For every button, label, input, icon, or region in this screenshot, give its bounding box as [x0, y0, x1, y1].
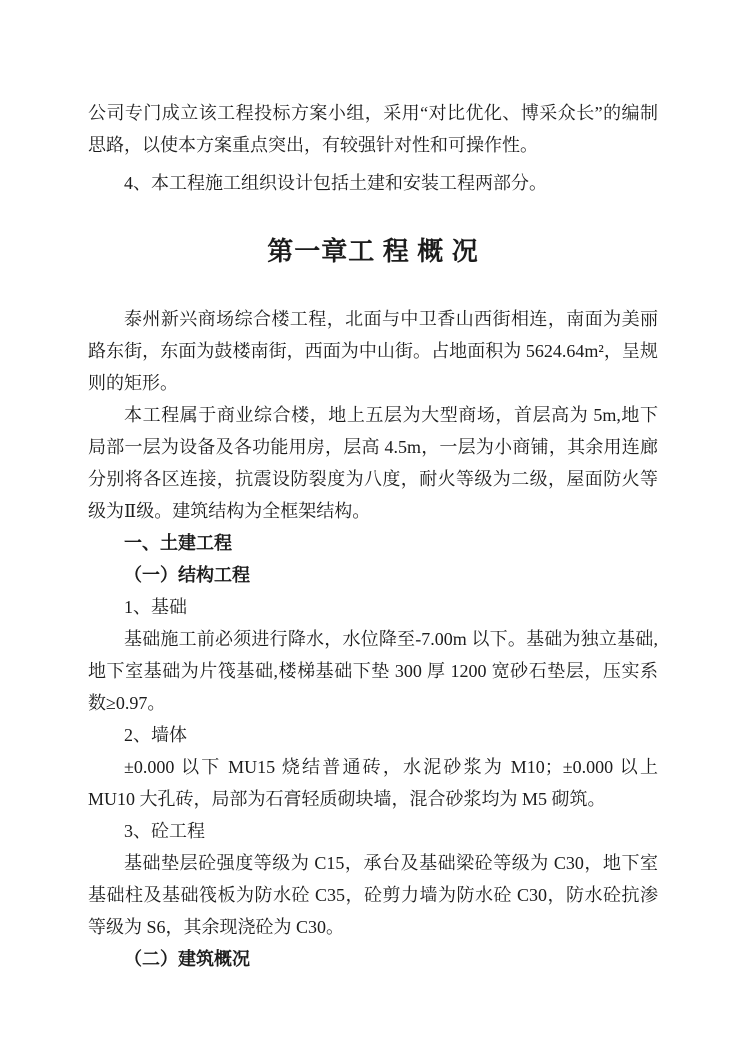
heading-civil-works: 一、土建工程: [124, 533, 232, 553]
heading-structural-works: （一）结构工程: [124, 565, 250, 585]
item-title-concrete: 3、砼工程: [124, 821, 205, 841]
item-title-wall: 2、墙体: [124, 725, 187, 745]
chapter-title: 第一章工 程 概 况: [267, 237, 479, 266]
paragraph-concrete-details: 基础垫层砼强度等级为 C15，承台及基础梁砼等级为 C30，地下室基础柱及基础筏板为防水砼 C35，砼剪力墙为防水砼 C30，防水砼抗渗等级为 S6，其余现浇砼为 C30。: [88, 853, 658, 937]
paragraph-wall-details: ±0.000 以下 MU15 烧结普通砖，水泥砂浆为 M10；±0.000 以上 MU10 大孔砖，局部为石膏轻质砌块墙，混合砂浆均为 M5 砌筑。: [88, 757, 658, 809]
paragraph-building-overview: 本工程属于商业综合楼，地上五层为大型商场，首层高为 5m,地下局部一层为设备及各功能用房，层高 4.5m，一层为小商铺，其余用连廊分别将各区连接，抗震设防裂度为八度，耐火等级为二级，屋面防火等级为Ⅱ级。建筑结构为全框架结构。: [88, 405, 658, 521]
paragraph-intro-continuation: 公司专门成立该工程投标方案小组，采用“对比优化、博采众长”的编制思路，以使本方案重点突出，有较强针对性和可操作性。: [88, 103, 658, 155]
paragraph-intro-item4: 4、本工程施工组织设计包括土建和安装工程两部分。: [124, 173, 547, 193]
paragraph-site-location: 泰州新兴商场综合楼工程，北面与中卫香山西街相连，南面为美丽路东街，东面为鼓楼南街，西面为中山街。占地面积为 5624.64m²，呈规则的矩形。: [88, 309, 658, 393]
item-title-foundation: 1、基础: [124, 597, 187, 617]
paragraph-foundation-details: 基础施工前必须进行降水，水位降至-7.00m 以下。基础为独立基础,地下室基础为片筏基础,楼梯基础下垫 300 厚 1200 宽砂石垫层，压实系数≥0.97。: [88, 629, 658, 713]
heading-architecture-overview: （二）建筑概况: [124, 949, 250, 969]
